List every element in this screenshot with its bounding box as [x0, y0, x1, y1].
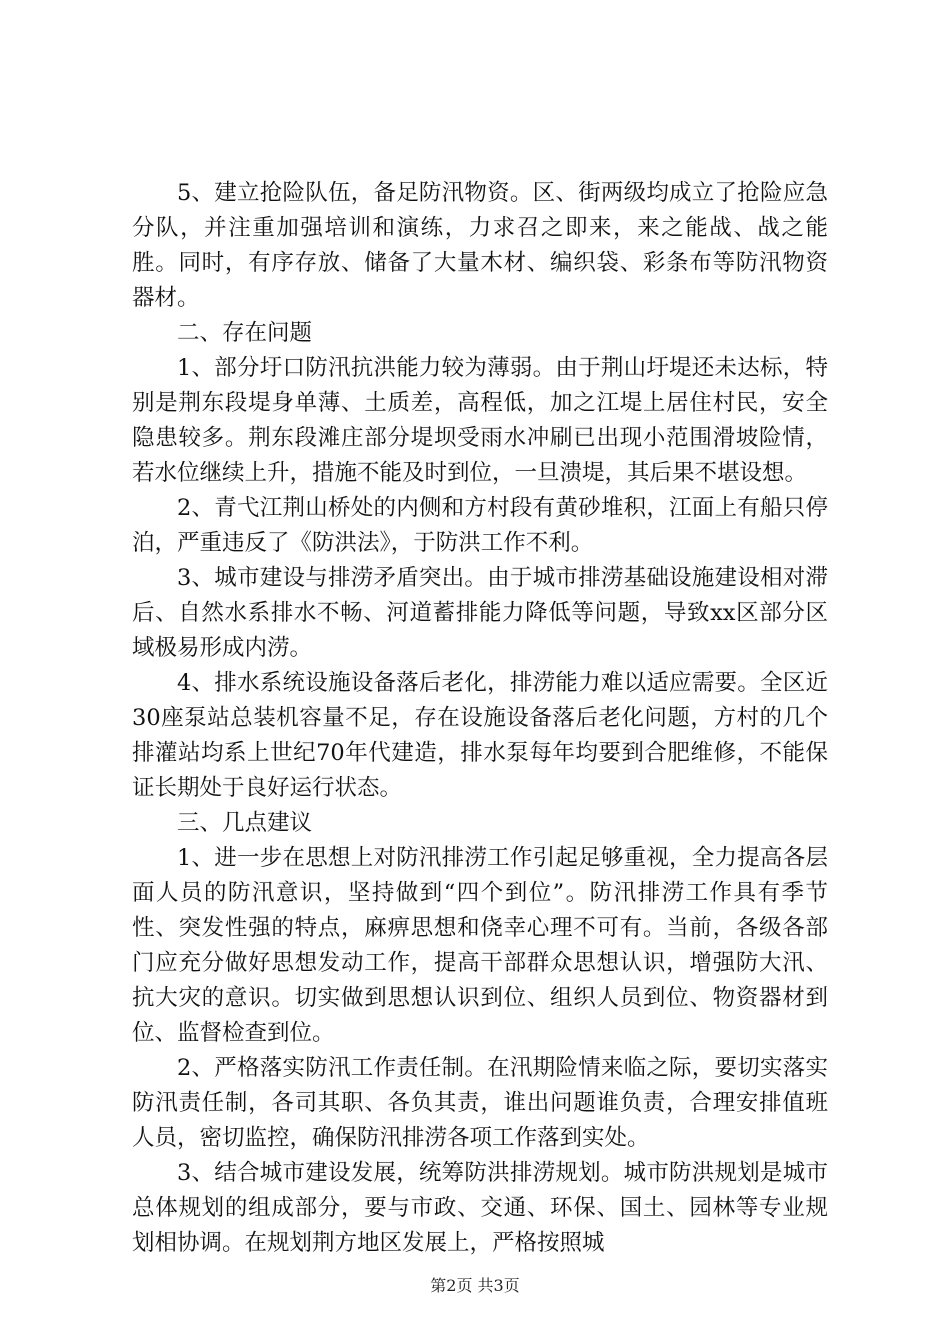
paragraph-problem-1: 1、部分圩口防汛抗洪能力较为薄弱。由于荆山圩堤还未达标，特别是荆东段堤身单薄、土质差，高程低，加之江堤上居住村民，安全隐患较多。荆东段滩庄部分堤坝受雨水冲刷已出现小范围滑坡险情，若水位继续上升，措施不能及时到位，一旦溃堤，其后果不堪设想。 [132, 355, 828, 486]
paragraph-rescue-teams: 5、建立抢险队伍，备足防汛物资。区、街两级均成立了抢险应急分队，并注重加强培训和演练，力求召之即来，来之能战、战之能胜。同时，有序存放、储备了大量木材、编织袋、彩条布等防汛物资器材。 [132, 180, 828, 311]
paragraph-problem-4: 4、排水系统设施设备落后老化，排涝能力难以适应需要。全区近30座泵站总装机容量不足，存在设施设备落后老化问题，方村的几个排灌站均系上世纪70年代建造，排水泵每年均要到合肥维修，不能保证长期处于良好运行状态。 [132, 670, 828, 801]
paragraph-suggestion-2: 2、严格落实防汛工作责任制。在汛期险情来临之际，要切实落实防汛责任制，各司其职、各负其责，谁出问题谁负责，合理安排值班人员，密切监控，确保防汛排涝各项工作落到实处。 [132, 1055, 828, 1151]
document-body [132, 176, 828, 1261]
paragraph-suggestion-1: 1、进一步在思想上对防汛排涝工作引起足够重视，全力提高各层面人员的防汛意识，坚持做到“四个到位”。防汛排涝工作具有季节性、突发性强的特点，麻痹思想和侥幸心理不可有。当前，各级各部门应充分做好思想发动工作，提高干部群众思想认识，增强防大汛、抗大灾的意识。切实做到思想认识到位、组织人员到位、物资器材到位、监督检查到位。 [132, 845, 828, 1046]
paragraph-problem-2: 2、青弋江荆山桥处的内侧和方村段有黄砂堆积，江面上有船只停泊，严重违反了《防洪法》，于防洪工作不利。 [132, 495, 828, 556]
paragraph-problem-3: 3、城市建设与排涝矛盾突出。由于城市排涝基础设施建设相对滞后、自然水系排水不畅、河道蓄排能力降低等问题，导致xx区部分区域极易形成内涝。 [132, 565, 828, 661]
section-heading-suggestions: 三、几点建议 [177, 810, 313, 836]
page-number-footer: 第2页 共3页 [430, 1276, 520, 1295]
section-heading-problems: 二、存在问题 [177, 320, 313, 346]
paragraph-suggestion-3: 3、结合城市建设发展，统筹防洪排涝规划。城市防洪规划是城市总体规划的组成部分，要与市政、交通、环保、国土、园林等专业规划相协调。在规划荆方地区发展上，严格按照城 [132, 1160, 828, 1256]
